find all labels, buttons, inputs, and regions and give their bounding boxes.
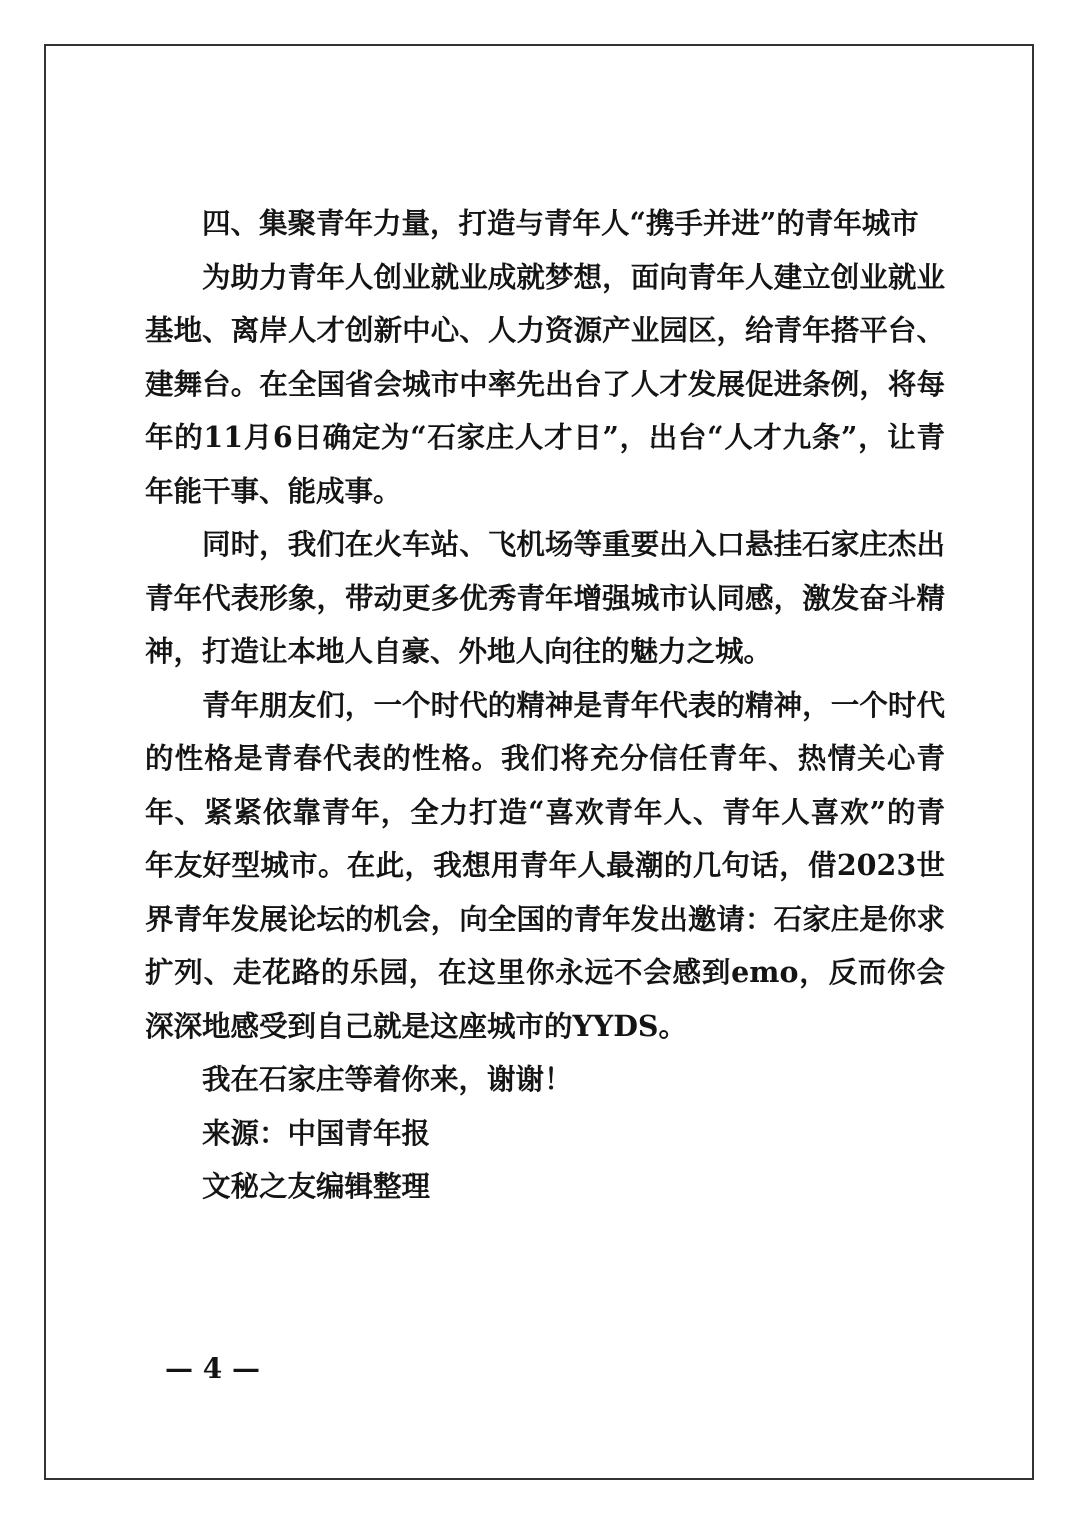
paragraph-invitation: 青年朋友们，一个时代的精神是青年代表的精神，一个时代的性格是青春代表的性格。我们将充分信任青年、热情关心青年、紧紧依靠青年，全力打造“喜欢青年人、青年人喜欢”的青年友好型城市。在此，我想用青年人最潮的几句话，借2023世界青年发展论坛的机会，向全国的青年发出邀请：石家庄是你求扩列、走花路的乐园，在这里你永远不会感到emo，反而你会深深地感受到自己就是这座城市的YYDS。 — [145, 687, 945, 1043]
page-number: — 4 — — [165, 1352, 260, 1385]
editor-line: 文秘之友编辑整理 — [202, 1169, 431, 1203]
paragraph-talent-policy: 为助力青年人创业就业成就梦想，面向青年人建立创业就业基地、离岸人才创新中心、人力资源产业园区，给青年搭平台、建舞台。在全国省会城市中率先出台了人才发展促进条例，将每年的11月6日确定为“石家庄人才日”，出台“人才九条”，让青年能干事、能成事。 — [145, 259, 945, 508]
paragraph-city-image: 同时，我们在火车站、飞机场等重要出入口悬挂石家庄杰出青年代表形象，带动更多优秀青年增强城市认同感，激发奋斗精神，打造让本地人自豪、外地人向往的魅力之城。 — [145, 527, 945, 668]
section-heading: 四、集聚青年力量，打造与青年人“携手并进”的青年城市 — [202, 206, 919, 240]
source-line: 来源：中国青年报 — [202, 1115, 431, 1150]
paragraph-closing: 我在石家庄等着你来，谢谢！ — [202, 1062, 573, 1096]
document-body — [145, 197, 945, 1214]
